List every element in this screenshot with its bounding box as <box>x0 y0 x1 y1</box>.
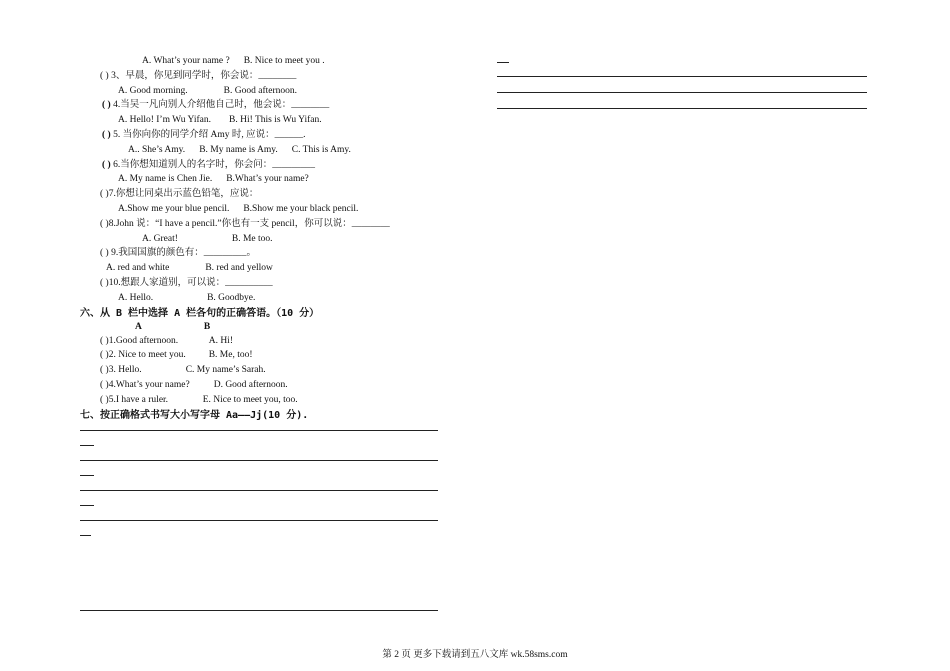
writing-line-end <box>80 535 91 536</box>
matching-row: ( )1.Good afternoon. A. Hi! <box>100 335 233 346</box>
writing-line <box>80 430 438 431</box>
section-6-title: 六、从 B 栏中选择 A 栏各句的正确答语。（10 分） <box>80 307 320 319</box>
question-10: ( )10.想跟人家道别，可以说：__________ <box>100 277 273 288</box>
q3-options: A. Good morning. B. Good afternoon. <box>118 85 298 96</box>
left-column <box>80 54 438 611</box>
writing-line <box>80 490 438 491</box>
q2-options: A. What’s your name ? B. Nice to meet you . <box>142 56 325 66</box>
writing-line <box>497 108 867 109</box>
column-a-header: A <box>135 321 142 332</box>
section-7-title: 七、按正确格式书写大小写字母 Aa——Jj(10 分). <box>80 409 309 421</box>
question-7: ( )7.你想让同桌出示蓝色铅笔，应说： <box>100 189 259 200</box>
question-8: ( )8.John 说：“I have a pencil.”你也有一支 pencil，你可以说：________ <box>100 218 390 229</box>
question-9: ( ) 9.我国国旗的颜色有：_________。 <box>100 248 256 259</box>
question-5: ( ) 5. 当你向你的同学介绍 Amy 时, 应说：______. <box>102 129 306 140</box>
question-3: ( ) 3、早晨，你见到同学时，你会说：________ <box>100 70 297 81</box>
q7-options: A.Show me your blue pencil. B.Show me your black pencil. <box>118 203 359 214</box>
q8-options: A. Great! B. Me too. <box>142 233 273 244</box>
matching-row: ( )4.What’s your name? D. Good afternoon. <box>100 379 288 390</box>
q5-options: A.. She’s Amy. B. My name is Amy. C. This is Amy. <box>128 144 351 155</box>
q4-options: A. Hello! I’m Wu Yifan. B. Hi! This is Wu Yifan. <box>118 115 322 126</box>
right-column <box>497 54 867 109</box>
section-6-column-headers <box>80 321 438 334</box>
matching-row: ( )3. Hello. C. My name’s Sarah. <box>100 365 266 376</box>
writing-lines <box>80 430 438 611</box>
writing-line <box>497 76 867 77</box>
writing-line-end <box>80 475 94 476</box>
q6-options: A. My name is Chen Jie. B.What’s your name? <box>118 174 309 185</box>
page-footer: 第 2 页 更多下载请到五八文库 wk.58sms.com <box>382 650 568 660</box>
q10-options: A. Hello. B. Goodbye. <box>118 292 256 303</box>
writing-line <box>80 610 438 611</box>
column-b-header: B <box>203 321 211 332</box>
writing-line <box>497 92 867 93</box>
writing-line <box>80 460 438 461</box>
writing-line-end <box>497 62 509 63</box>
matching-row: ( )5.I have a ruler. E. Nice to meet you, too. <box>100 394 298 405</box>
question-6: ( ) 6.当你想知道别人的名字时，你会问：_________ <box>102 159 315 170</box>
q9-options: A. red and white B. red and yellow <box>106 263 273 274</box>
question-4: ( ) 4.当吴一凡向别人介绍他自己时，他会说：________ <box>102 100 330 111</box>
writing-line-end <box>80 445 94 446</box>
matching-row: ( )2. Nice to meet you. B. Me, too! <box>100 350 253 361</box>
writing-line-end <box>80 505 94 506</box>
writing-line <box>80 520 438 521</box>
